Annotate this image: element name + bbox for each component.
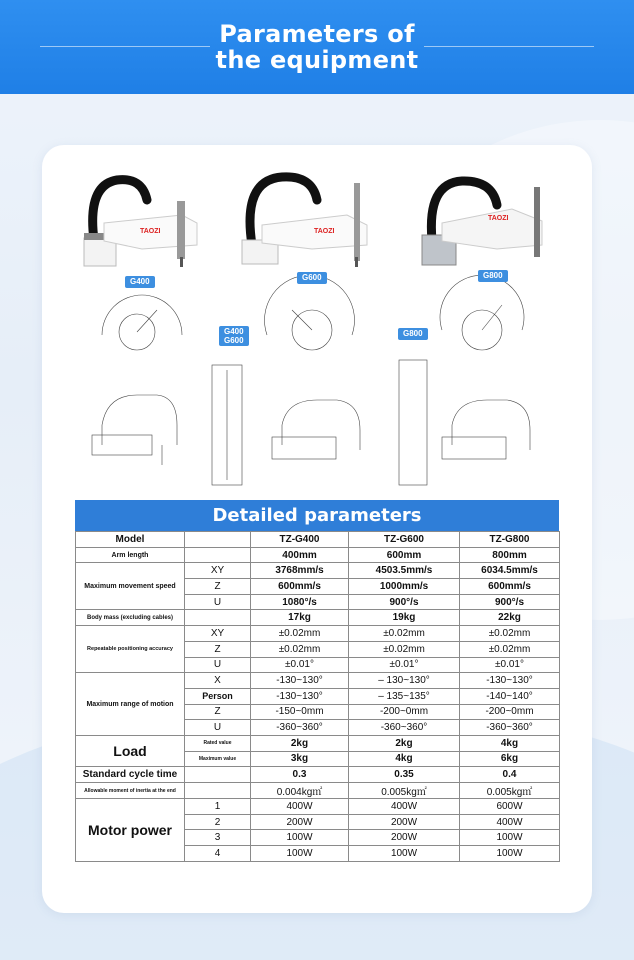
- table-row: [76, 547, 560, 563]
- cell-value: -360~360°: [251, 720, 349, 736]
- header-cell: TZ-G400: [251, 532, 349, 548]
- cell-value: 6kg: [460, 751, 560, 767]
- robot-g600-image: [242, 177, 367, 267]
- cell-value: 0.005kg㎡: [349, 783, 460, 799]
- cell-value: 3768mm/s: [251, 563, 349, 579]
- cell-value: 200W: [349, 830, 460, 846]
- cell-value: 600mm: [349, 547, 460, 563]
- cell-value: ±0.01°: [251, 657, 349, 673]
- robot-brand-g800: TAOZI: [488, 215, 509, 222]
- row-label: Repeatable positioning accuracy: [76, 626, 185, 673]
- banner-divider-left: [40, 46, 210, 47]
- axis-label: Rated value: [185, 735, 251, 751]
- parameters-table: [75, 531, 560, 862]
- table-row: [76, 799, 560, 815]
- table-row: [76, 783, 560, 799]
- row-label: Body mass (excluding cables): [76, 610, 185, 626]
- cell-value: 0.35: [349, 767, 460, 783]
- cell-value: 400mm: [251, 547, 349, 563]
- cell-value: ±0.02mm: [460, 641, 560, 657]
- axis-label: U: [185, 657, 251, 673]
- banner-divider-right: [424, 46, 594, 47]
- axis-label: U: [185, 594, 251, 610]
- axis-label: Maximum value: [185, 751, 251, 767]
- axis-label: XY: [185, 563, 251, 579]
- cell-value: -140~140°: [460, 688, 560, 704]
- row-label: Maximum movement speed: [76, 563, 185, 610]
- axis-label: 1: [185, 799, 251, 815]
- cell-value: 2kg: [251, 735, 349, 751]
- cell-value: 3kg: [251, 751, 349, 767]
- cell-value: 400W: [349, 799, 460, 815]
- table-row: [76, 626, 560, 642]
- cell-value: ±0.01°: [460, 657, 560, 673]
- cell-value: 0.3: [251, 767, 349, 783]
- robot-g800-image: [422, 181, 542, 265]
- cell-value: 100W: [251, 830, 349, 846]
- axis-label: Z: [185, 704, 251, 720]
- cell-value: 600W: [460, 799, 560, 815]
- robot-brand-g600: TAOZI: [314, 228, 335, 235]
- axis-label: 3: [185, 830, 251, 846]
- cell-value: ±0.02mm: [349, 641, 460, 657]
- cell-value: -200~0mm: [460, 704, 560, 720]
- cell-value: 4kg: [460, 735, 560, 751]
- cell-value: ±0.02mm: [349, 626, 460, 642]
- table-row: [76, 673, 560, 689]
- cell-value: ±0.02mm: [460, 626, 560, 642]
- cell-value: -130~130°: [251, 673, 349, 689]
- cell-value: 0.004kg㎡: [251, 783, 349, 799]
- robot-brand-g400: TAOZI: [140, 228, 161, 235]
- cell-value: – 135~135°: [349, 688, 460, 704]
- cell-value: 900°/s: [349, 594, 460, 610]
- cell-value: 200W: [349, 814, 460, 830]
- cell-value: 6034.5mm/s: [460, 563, 560, 579]
- cell-value: ±0.02mm: [251, 641, 349, 657]
- drawing-label-g400-g600: [219, 326, 249, 346]
- cell-value: 1000mm/s: [349, 579, 460, 595]
- axis-label: X: [185, 673, 251, 689]
- cell-value: ±0.01°: [349, 657, 460, 673]
- row-label: Load: [76, 735, 185, 766]
- cell-value: 0.005kg㎡: [460, 783, 560, 799]
- cell-value: 600mm/s: [251, 579, 349, 595]
- header-cell: TZ-G800: [460, 532, 560, 548]
- side-view-diagrams: [92, 360, 530, 485]
- table-row: [76, 767, 560, 783]
- drawing-label-g800: G800: [398, 328, 428, 340]
- cell-value: 19kg: [349, 610, 460, 626]
- row-label: Standard cycle time: [76, 767, 185, 783]
- axis-label: XY: [185, 626, 251, 642]
- drawing-label-g400: G400: [224, 327, 244, 336]
- table-row: [76, 610, 560, 626]
- cell-value: -360~360°: [349, 720, 460, 736]
- table-header-row: [76, 532, 560, 548]
- page-title-line2: the equipment: [215, 46, 419, 74]
- header-cell: [185, 532, 251, 548]
- drawing-label-g600: G600: [224, 336, 244, 345]
- model-label-g400: G400: [125, 276, 155, 288]
- parameters-title: Detailed parameters: [75, 500, 559, 531]
- cell-value: 400W: [460, 814, 560, 830]
- top-view-diagrams: [102, 275, 524, 350]
- table-row: [76, 563, 560, 579]
- row-label: Motor power: [76, 799, 185, 862]
- cell-value: -200~0mm: [349, 704, 460, 720]
- cell-value: 800mm: [460, 547, 560, 563]
- cell-value: 17kg: [251, 610, 349, 626]
- robot-g400-image: [84, 180, 197, 267]
- page-title-line1: Parameters of: [219, 20, 415, 48]
- cell-value: -150~0mm: [251, 704, 349, 720]
- cell-value: 4kg: [349, 751, 460, 767]
- cell-value: -360~360°: [460, 720, 560, 736]
- model-label-g600: G600: [297, 272, 327, 284]
- cell-value: ±0.02mm: [251, 626, 349, 642]
- row-label: Arm length: [76, 547, 185, 563]
- cell-value: 4503.5mm/s: [349, 563, 460, 579]
- cell-value: 2kg: [349, 735, 460, 751]
- axis-label: Z: [185, 579, 251, 595]
- cell-value: 200W: [251, 814, 349, 830]
- axis-label: Z: [185, 641, 251, 657]
- cell-value: -130~130°: [251, 688, 349, 704]
- cell-value: 100W: [460, 830, 560, 846]
- title-banner: [0, 0, 634, 94]
- parameters-table-section: [75, 500, 559, 862]
- cell-value: 100W: [460, 846, 560, 862]
- cell-value: 22kg: [460, 610, 560, 626]
- cell-value: -130~130°: [460, 673, 560, 689]
- axis-label-person: Person: [185, 688, 251, 704]
- axis-label: 2: [185, 814, 251, 830]
- model-label-g800: G800: [478, 270, 508, 282]
- cell-value: 100W: [251, 846, 349, 862]
- cell-value: 600mm/s: [460, 579, 560, 595]
- cell-value: 900°/s: [460, 594, 560, 610]
- table-row: [76, 735, 560, 751]
- cell-value: 1080°/s: [251, 594, 349, 610]
- cell-value: 100W: [349, 846, 460, 862]
- header-cell: TZ-G600: [349, 532, 460, 548]
- header-cell: Model: [76, 532, 185, 548]
- row-label: Maximum range of motion: [76, 673, 185, 736]
- cell-value: – 130~130°: [349, 673, 460, 689]
- axis-label: 4: [185, 846, 251, 862]
- row-label: Allowable moment of inertia at the end: [76, 783, 185, 799]
- cell-value: 400W: [251, 799, 349, 815]
- cell-value: 0.4: [460, 767, 560, 783]
- axis-label: U: [185, 720, 251, 736]
- technical-drawings: [42, 145, 592, 495]
